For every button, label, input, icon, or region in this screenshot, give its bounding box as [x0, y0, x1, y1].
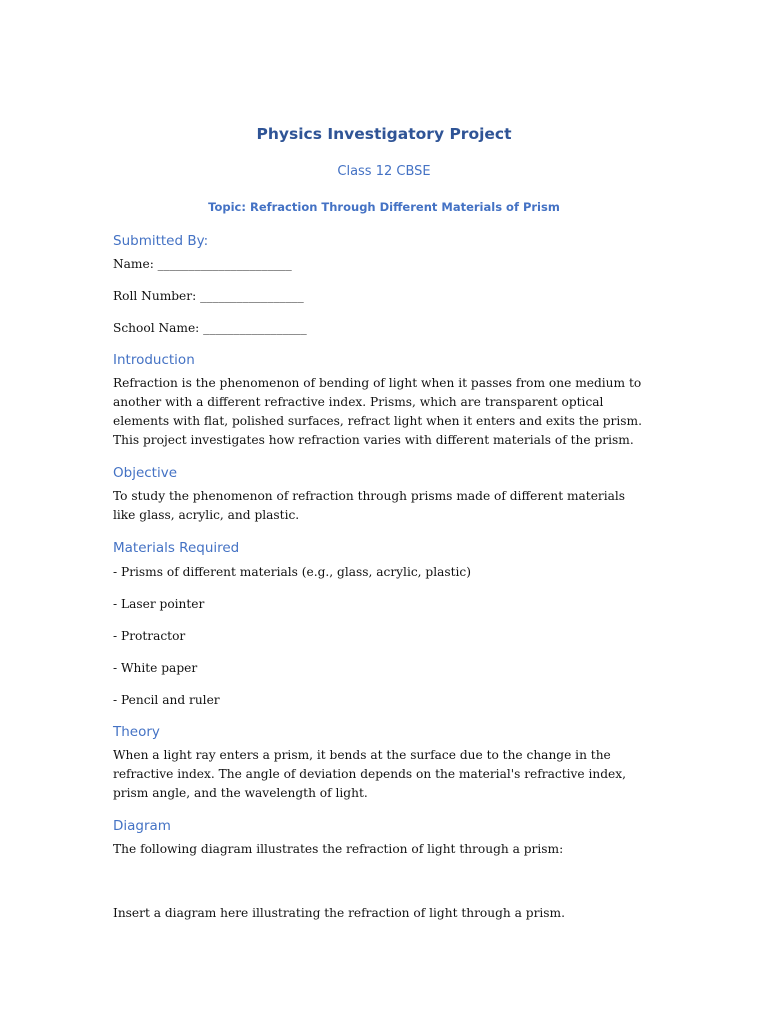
class-subtitle: Class 12 CBSE — [337, 164, 431, 179]
theory-body: When a light ray enters a prism, it bends at the surface due to the change in the refractive index. The angle of deviation depends on the material's refractive index, prism angle, and the wavelength of light. — [113, 748, 626, 800]
objective-heading: Objective — [113, 465, 178, 481]
topic-line: Topic: Refraction Through Different Materials of Prism — [208, 200, 560, 214]
roll-number-field: Roll Number: _________________ — [113, 289, 304, 303]
introduction-heading: Introduction — [113, 352, 195, 368]
submitted-by-heading: Submitted By: — [113, 233, 209, 249]
materials-item: - Laser pointer — [113, 597, 205, 611]
diagram-placeholder: Insert a diagram here illustrating the refraction of light through a prism. — [113, 906, 565, 920]
materials-heading: Materials Required — [113, 540, 240, 556]
materials-item: - Prisms of different materials (e.g., glass, acrylic, plastic) — [113, 565, 472, 579]
materials-item: - Pencil and ruler — [113, 693, 220, 707]
diagram-intro: The following diagram illustrates the refraction of light through a prism: — [113, 842, 564, 856]
name-field: Name: ______________________ — [113, 257, 292, 271]
objective-body: To study the phenomenon of refraction through prisms made of different materials like glass, acrylic, and plastic. — [113, 489, 626, 522]
document-title: Physics Investigatory Project — [256, 125, 512, 143]
materials-item: - White paper — [113, 661, 198, 675]
materials-item: - Protractor — [113, 629, 186, 643]
diagram-heading: Diagram — [113, 818, 171, 834]
introduction-body: Refraction is the phenomenon of bending of light when it passes from one medium to another with a different refractive index. Prisms, which are transparent optical elements with flat, polished surfaces, refract light when it enters and exits the prism. This project investigates how refraction varies with different materials of the prism. — [113, 376, 642, 447]
theory-heading: Theory — [113, 724, 160, 740]
school-name-field: School Name: _________________ — [113, 321, 307, 335]
